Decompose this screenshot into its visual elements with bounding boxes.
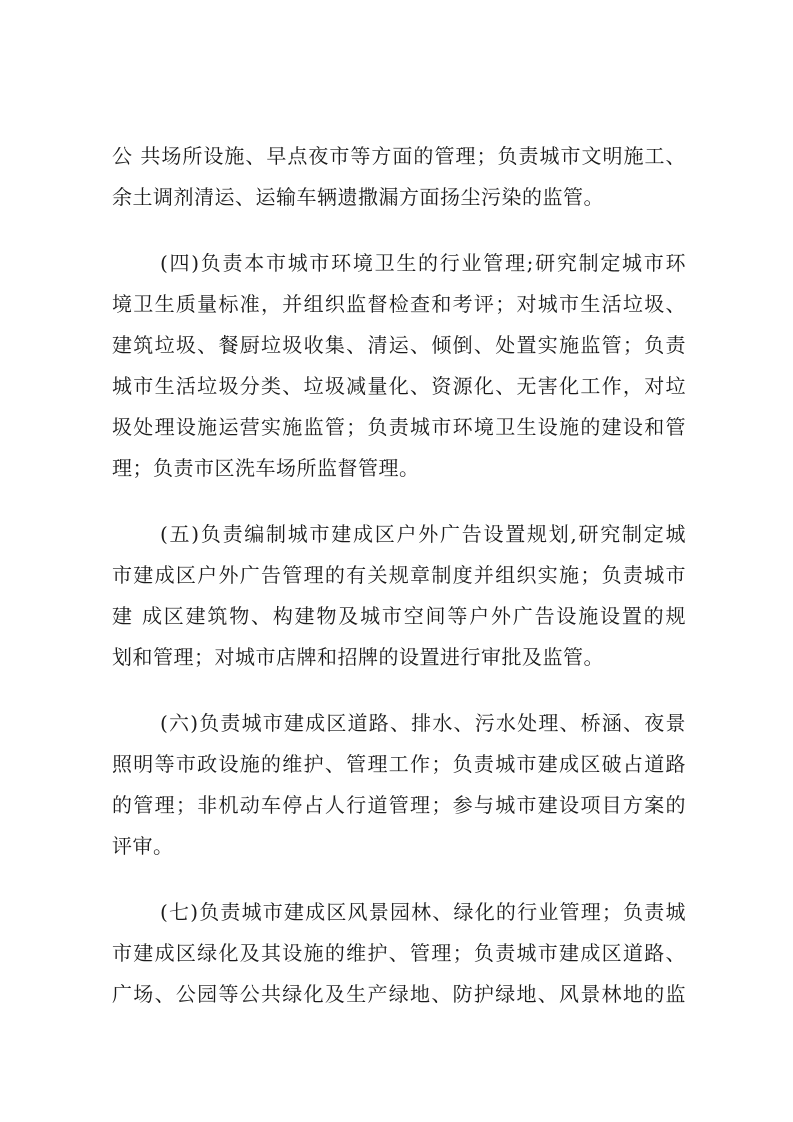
- text-line: 境卫生质量标准，并组织监督检查和考评；对城市生活垃圾、: [112, 292, 686, 316]
- text-line: 余土调剂清运、运输车辆遗撒漏方面扬尘污染的监管。: [112, 185, 604, 209]
- text-line: 的管理；非机动车停占人行道管理；参与城市建设项目方案的: [112, 793, 686, 817]
- text-line: (五)负责编制城市建成区户外广告设置规划,研究制定城: [160, 522, 686, 546]
- paragraph-item-6: [112, 703, 686, 867]
- paragraph-public-facilities: [112, 136, 686, 218]
- text-line: 理；负责市区洗车场所监督管理。: [112, 456, 420, 480]
- text-line: 照明等市政设施的维护、管理工作；负责城市建成区破占道路: [112, 752, 686, 776]
- text-line: 市建成区户外广告管理的有关规章制度并组织实施；负责城市: [112, 563, 686, 587]
- text-line: (四)负责本市城市环境卫生的行业管理;研究制定城市环: [160, 251, 686, 275]
- text-line: 圾处理设施运营实施监管；负责城市环境卫生设施的建设和管: [112, 415, 686, 439]
- text-line: 评审。: [112, 834, 174, 858]
- text-line: 公 共场所设施、早点夜市等方面的管理；负责城市文明施工、: [112, 144, 686, 168]
- text-line: 建筑垃圾、餐厨垃圾收集、清运、倾倒、处置实施监管；负责: [112, 333, 686, 357]
- paragraph-item-7: [112, 892, 686, 1015]
- text-line: 城市生活垃圾分类、垃圾减量化、资源化、无害化工作，对垃: [112, 374, 686, 398]
- document-body: [112, 136, 686, 1040]
- text-line: (六)负责城市建成区道路、排水、污水处理、桥涵、夜景: [160, 711, 686, 735]
- paragraph-item-4: [112, 243, 686, 489]
- text-line: 划和管理；对城市店牌和招牌的设置进行审批及监管。: [112, 645, 604, 669]
- paragraph-item-5: [112, 514, 686, 678]
- text-line: 市建成区绿化及其设施的维护、管理；负责城市建成区道路、: [112, 941, 686, 965]
- text-line: (七)负责城市建成区风景园林、绿化的行业管理；负责城: [160, 900, 686, 924]
- text-line: 广场、公园等公共绿化及生产绿地、防护绿地、风景林地的监: [112, 982, 686, 1006]
- text-line: 建 成区建筑物、构建物及城市空间等户外广告设施设置的规: [112, 604, 686, 628]
